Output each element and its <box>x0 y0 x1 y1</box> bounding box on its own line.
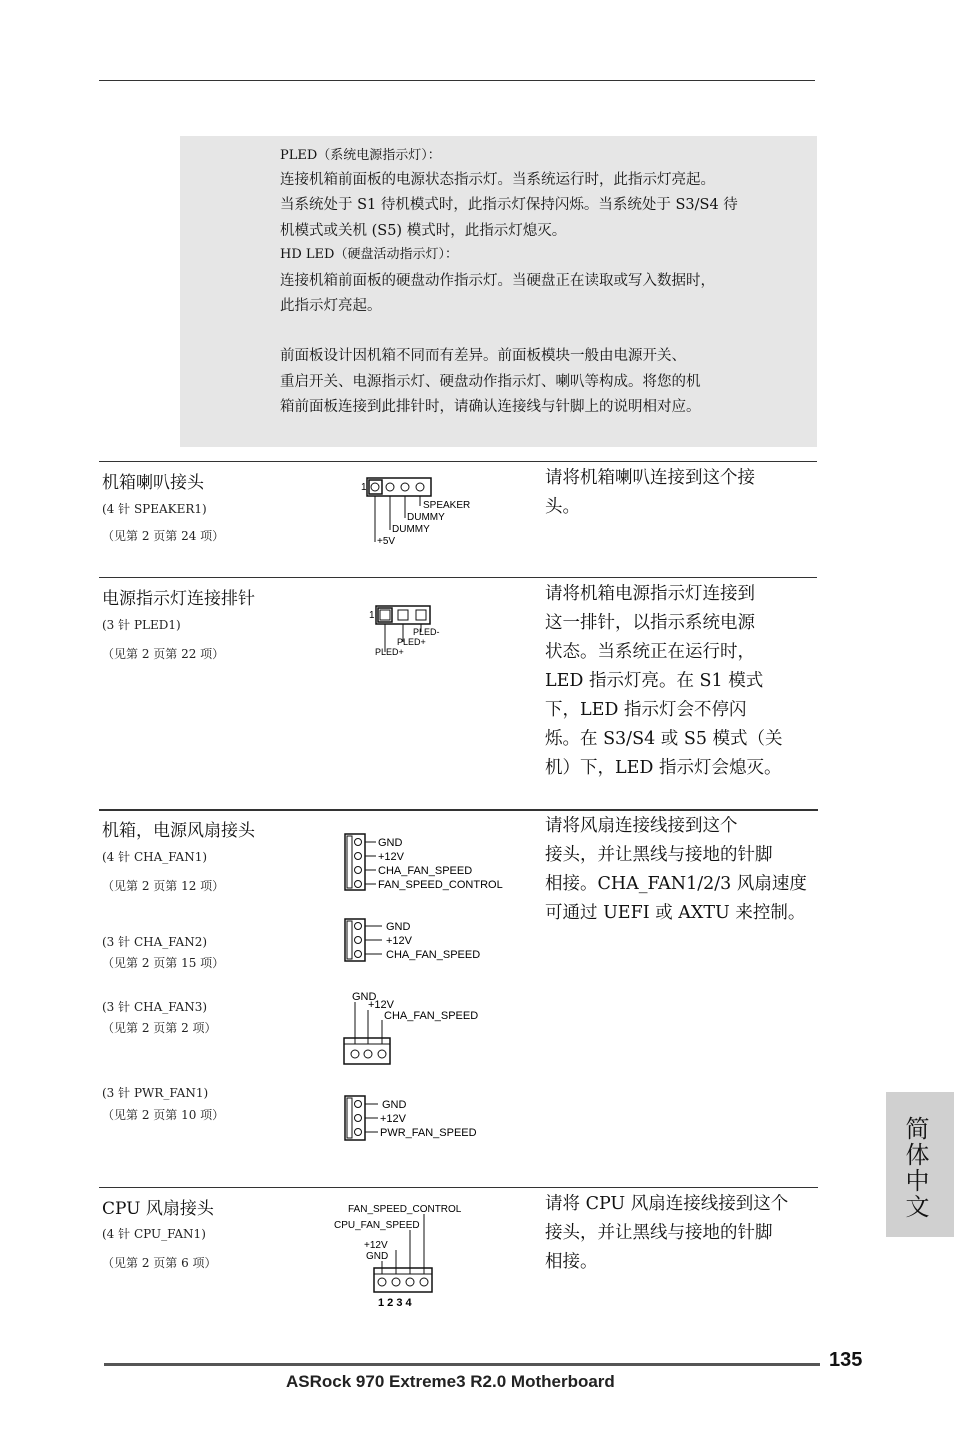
desc-line: 这一排针，以指示系统电源 <box>545 613 755 633</box>
desc-line: LED 指示灯亮。在 S1 模式 <box>545 671 764 691</box>
fan-title: 机箱，电源风扇接头 <box>102 821 255 841</box>
section-divider <box>99 809 818 811</box>
desc-line: 请将风扇连接线接到这个 <box>545 816 738 836</box>
pin <box>351 1050 359 1058</box>
header-outline <box>374 1268 432 1292</box>
pin <box>355 937 362 944</box>
note-line: 此指示灯亮起。 <box>280 298 382 314</box>
pin-label: +12V <box>386 935 412 947</box>
footer-title: ASRock 970 Extreme3 R2.0 Motherboard <box>286 1372 615 1391</box>
key-notch <box>347 836 352 888</box>
pin <box>386 483 394 491</box>
pin-label: PLED+ <box>397 637 426 647</box>
note-line: 重启开关、电源指示灯、硬盘动作指示灯、喇叭等构成。将您的机 <box>280 374 701 390</box>
desc-line: 请将机箱电源指示灯连接到 <box>545 584 755 604</box>
speaker-desc <box>545 464 755 522</box>
desc-line: 状态。当系统正在运行时， <box>545 642 755 662</box>
pin-label: +12V <box>368 999 394 1011</box>
note-line: HD LED（硬盘活动指示灯）： <box>280 247 458 262</box>
pwr-fan1-ref: （见第 2 页第 10 项） <box>102 1108 225 1122</box>
cpu-fan-title: CPU 风扇接头 <box>102 1199 214 1219</box>
power-led-header-diagram <box>365 602 455 660</box>
pin-label: FAN_SPEED_CONTROL <box>348 1204 462 1215</box>
cpu-fan-ref: （见第 2 页第 6 项） <box>102 1256 217 1270</box>
pin <box>398 610 408 620</box>
pin <box>380 610 390 620</box>
note-line: 机模式或关机 (S5) 模式时，此指示灯熄灭。 <box>280 223 567 239</box>
pin-label: SPEAKER <box>423 500 471 511</box>
desc-line: 机）下，LED 指示灯会熄灭。 <box>545 758 782 778</box>
pin-label: GND <box>352 991 377 1003</box>
pin <box>355 839 362 846</box>
pin-label: CHA_FAN_SPEED <box>378 865 473 877</box>
pin <box>378 1278 386 1286</box>
pin-label: GND <box>366 1251 389 1262</box>
desc-line: 烁。在 S3/S4 或 S5 模式（关 <box>545 729 783 749</box>
pin-label: PLED+ <box>375 647 404 657</box>
pin-label: DUMMY <box>392 524 430 535</box>
pin <box>371 483 379 491</box>
desc-line: 相接。CHA_FAN1/2/3 风扇速度 <box>545 874 807 894</box>
cha-fan3-diagram <box>340 988 480 1068</box>
language-tab-label: 简体中文 <box>901 1116 929 1220</box>
pin <box>420 1278 428 1286</box>
cpu-fan-pins: (4 针 CPU_FAN1) <box>102 1227 206 1241</box>
note-line: 当系统处于 S1 待机模式时，此指示灯保持闪烁。当系统处于 S3/S4 待 <box>280 197 738 213</box>
pin <box>355 951 362 958</box>
pwr-fan1-diagram <box>344 1094 484 1144</box>
desc-line: 下，LED 指示灯会不停闪 <box>545 700 747 720</box>
note-line: 箱前面板连接到此排针时，请确认连接线与针脚上的说明相对应。 <box>280 399 701 415</box>
pin1-label: 1 <box>369 610 375 621</box>
power-led-pins: (3 针 PLED1) <box>102 618 181 632</box>
cha-fan1-pins: (4 针 CHA_FAN1) <box>102 850 208 864</box>
speaker-title: 机箱喇叭接头 <box>102 473 204 493</box>
section-divider <box>99 577 817 578</box>
note-line: 前面板设计因机箱不同而有差异。前面板模块一般由电源开关、 <box>280 348 686 364</box>
pin-label: CPU_FAN_SPEED <box>334 1220 420 1231</box>
pin <box>416 483 424 491</box>
pin-label: FAN_SPEED_CONTROL <box>378 879 503 891</box>
header-outline <box>344 1038 390 1064</box>
pin-label: PLED- <box>413 627 440 637</box>
desc-line: 相接。 <box>545 1252 598 1272</box>
cpu-fan-diagram <box>332 1198 472 1310</box>
desc-line: 可通过 UEFI 或 AXTU 来控制。 <box>545 903 806 923</box>
pin <box>355 1115 362 1122</box>
pin-label: +5V <box>377 536 396 547</box>
pin <box>355 923 362 930</box>
speaker-ref: （见第 2 页第 24 项） <box>102 529 225 543</box>
pin <box>355 881 362 888</box>
pin-label: GND <box>382 1099 407 1111</box>
power-led-desc <box>545 580 783 783</box>
section-divider <box>99 461 817 462</box>
cha-fan2-diagram <box>344 917 484 965</box>
cha-fan2-ref: （见第 2 页第 15 项） <box>102 956 225 970</box>
pin-label: +12V <box>378 851 404 863</box>
desc-line: 请将 CPU 风扇连接线接到这个 <box>545 1194 789 1214</box>
desc-line: 头。 <box>545 497 580 517</box>
pin <box>392 1278 400 1286</box>
note-line: PLED（系统电源指示灯）： <box>280 148 441 163</box>
pin <box>355 867 362 874</box>
key-notch <box>347 1098 352 1138</box>
key-notch <box>347 921 352 959</box>
pin <box>406 1278 414 1286</box>
note-line: 连接机箱前面板的硬盘动作指示灯。当硬盘正在读取或写入数据时， <box>280 273 715 289</box>
cha-fan3-pins: (3 针 CHA_FAN3) <box>102 1000 208 1014</box>
cpu-fan-desc <box>545 1190 788 1277</box>
cha-fan1-ref: （见第 2 页第 12 项） <box>102 879 225 893</box>
footer-rule <box>104 1363 820 1366</box>
speaker-header-diagram <box>355 474 485 550</box>
pin-label: CHA_FAN_SPEED <box>384 1010 479 1022</box>
pin <box>401 483 409 491</box>
pin-label: PWR_FAN_SPEED <box>380 1127 477 1139</box>
pin1-label: 1 <box>361 482 367 493</box>
pin <box>416 610 426 620</box>
pin-label: +12V <box>380 1113 406 1125</box>
pin <box>355 853 362 860</box>
language-tab <box>886 1092 954 1237</box>
power-led-ref: （见第 2 页第 22 项） <box>102 647 225 661</box>
pin-numbers: 1 2 3 4 <box>378 1297 412 1309</box>
power-led-title: 电源指示灯连接排针 <box>102 589 255 609</box>
page-number: 135 <box>829 1349 863 1371</box>
pin <box>355 1129 362 1136</box>
pin-label: DUMMY <box>407 512 445 523</box>
section-divider <box>99 1187 818 1188</box>
fan-desc <box>545 812 807 928</box>
cha-fan3-ref: （见第 2 页第 2 项） <box>102 1021 217 1035</box>
pin-label: +12V <box>364 1240 388 1251</box>
desc-line: 接头，并让黑线与接地的针脚 <box>545 1223 773 1243</box>
pin-label: GND <box>378 837 403 849</box>
cha-fan1-diagram <box>344 832 506 894</box>
cha-fan2-pins: (3 针 CHA_FAN2) <box>102 935 208 949</box>
pin <box>355 1101 362 1108</box>
pin <box>364 1050 372 1058</box>
top-rule <box>99 80 815 81</box>
note-line: 连接机箱前面板的电源状态指示灯。当系统运行时，此指示灯亮起。 <box>280 172 715 188</box>
pwr-fan1-pins: (3 针 PWR_FAN1) <box>102 1086 209 1100</box>
pin-label: GND <box>386 921 411 933</box>
speaker-pins: (4 针 SPEAKER1) <box>102 502 207 516</box>
pin <box>378 1050 386 1058</box>
pin-label: CHA_FAN_SPEED <box>386 949 481 961</box>
desc-line: 接头，并让黑线与接地的针脚 <box>545 845 773 865</box>
desc-line: 请将机箱喇叭连接到这个接 <box>545 468 755 488</box>
